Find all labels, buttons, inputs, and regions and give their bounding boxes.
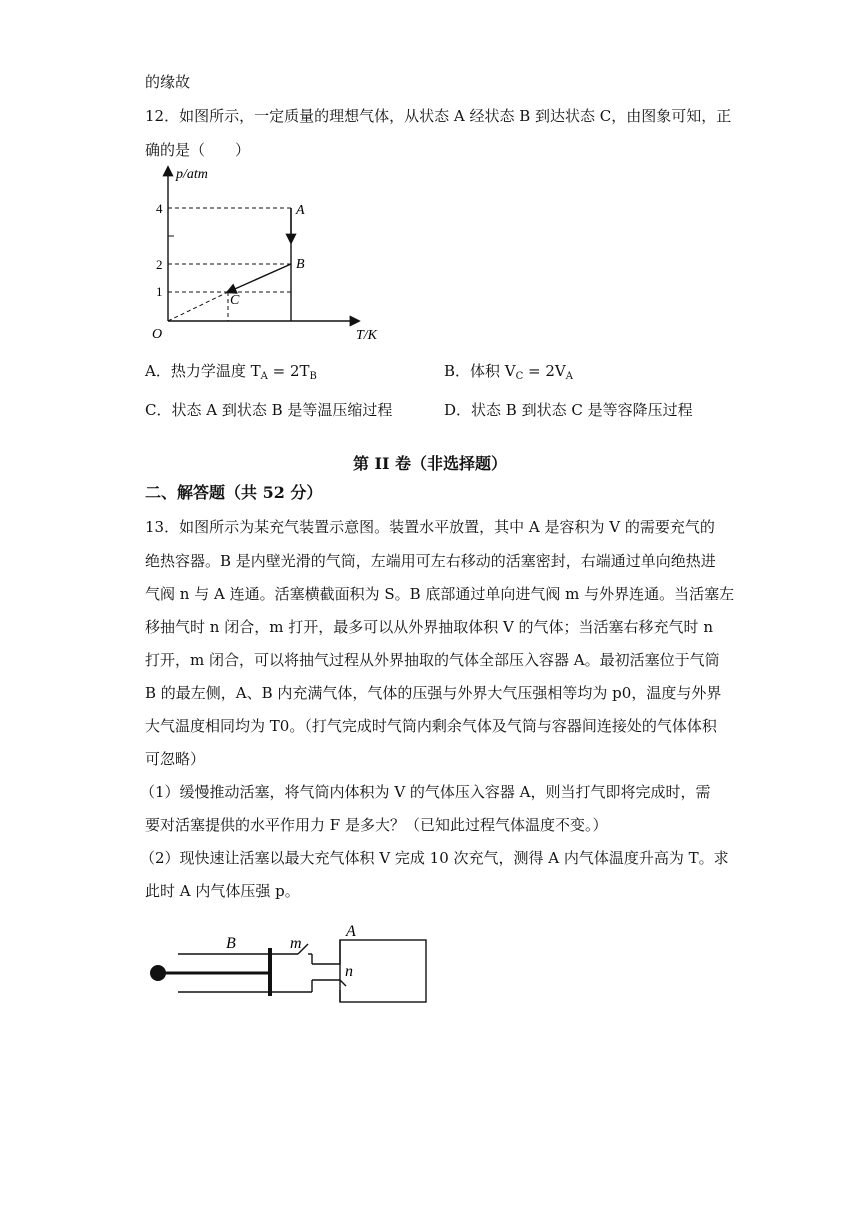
part2-title: 第 II 卷（非选择题） (352, 454, 508, 473)
q13-sub2-line1: （2）现快速让活塞以最大充气体积 V 完成 10 次充气，测得 A 内气体温度升高为 T。求 (140, 849, 729, 867)
q13-line7: 大气温度相同均为 T0。（打气完成时气筒内剩余气体及气筒与容器间连接处的气体体积 (145, 717, 717, 735)
point-b-label: B (296, 257, 305, 272)
label-cylinder-b: B (226, 935, 236, 952)
label-valve-m: m (290, 935, 302, 952)
option-b: B．体积 $V_C = 2V_A$ (444, 362, 573, 382)
q12-line1: 12．如图所示，一定质量的理想气体，从状态 A 经状态 B 到达状态 C，由图象可知，正 (145, 107, 732, 125)
q13-line6: B 的最左侧，A、B 内充满气体，气体的压强与外界大气压强相等均为 p0，温度与外界 (145, 684, 722, 702)
ytick-4: 4 (156, 201, 163, 216)
y-axis-label: p/atm (176, 167, 208, 182)
valve-n-flap (340, 980, 346, 986)
q13-sub1-line1: （1）缓慢推动活塞，将气筒内体积为 V 的气体压入容器 A，则当打气即将完成时，需 (140, 783, 711, 801)
q13-line2: 绝热容器。B 是内壁光滑的气筒，左端用可左右移动的活塞密封，右端通过单向绝热进 (145, 552, 716, 570)
q13-line1: 13．如图所示为某充气装置示意图。装置水平放置，其中 A 是容积为 V 的需要充气的 (145, 518, 715, 536)
q13-line8: 可忽略） (145, 750, 206, 768)
origin-label: O (152, 327, 163, 342)
option-d: D．状态 B 到状态 C 是等容降压过程 (444, 401, 693, 419)
point-a-label: A (296, 203, 305, 218)
ytick-2: 2 (156, 257, 163, 272)
option-a: A．热力学温度 $T_A = 2T_B$ (145, 362, 317, 382)
q13-line3: 气阀 n 与 A 连通。活塞横截面积为 S。B 底部通过单向进气阀 m 与外界连通。当活塞左 (145, 585, 735, 603)
point-c-label: C (230, 293, 240, 308)
ytick-1: 1 (156, 284, 163, 299)
q13-sub2-line2: 此时 A 内气体压强 p。 (145, 882, 300, 900)
pt-graph (140, 158, 400, 348)
section2-heading: 二、解答题（共 52 分） (145, 483, 323, 502)
q13-sub1-line2: 要对活塞提供的水平作用力 F 是多大？（已知此过程气体温度不变。） (145, 816, 608, 834)
label-valve-n: n (345, 963, 353, 980)
option-c: C．状态 A 到状态 B 是等温压缩过程 (145, 401, 393, 419)
guide-origin-c (168, 292, 228, 321)
label-container-a: A (346, 923, 356, 940)
x-axis-label: T/K (356, 328, 378, 343)
prev-tail: 的缘故 (145, 73, 191, 91)
segment-b-c (228, 264, 291, 292)
q13-line4: 移抽气时 n 闭合，m 打开，最多可以从外界抽取体积 V 的气体；当活塞右移充气时 n (145, 618, 713, 636)
q13-line5: 打开，m 闭合，可以将抽气过程从外界抽取的气体全部压入容器 A。最初活塞位于气筒 (145, 651, 720, 669)
apparatus-diagram (140, 920, 440, 1010)
q12-line2: 确的是（ ） (145, 141, 251, 159)
